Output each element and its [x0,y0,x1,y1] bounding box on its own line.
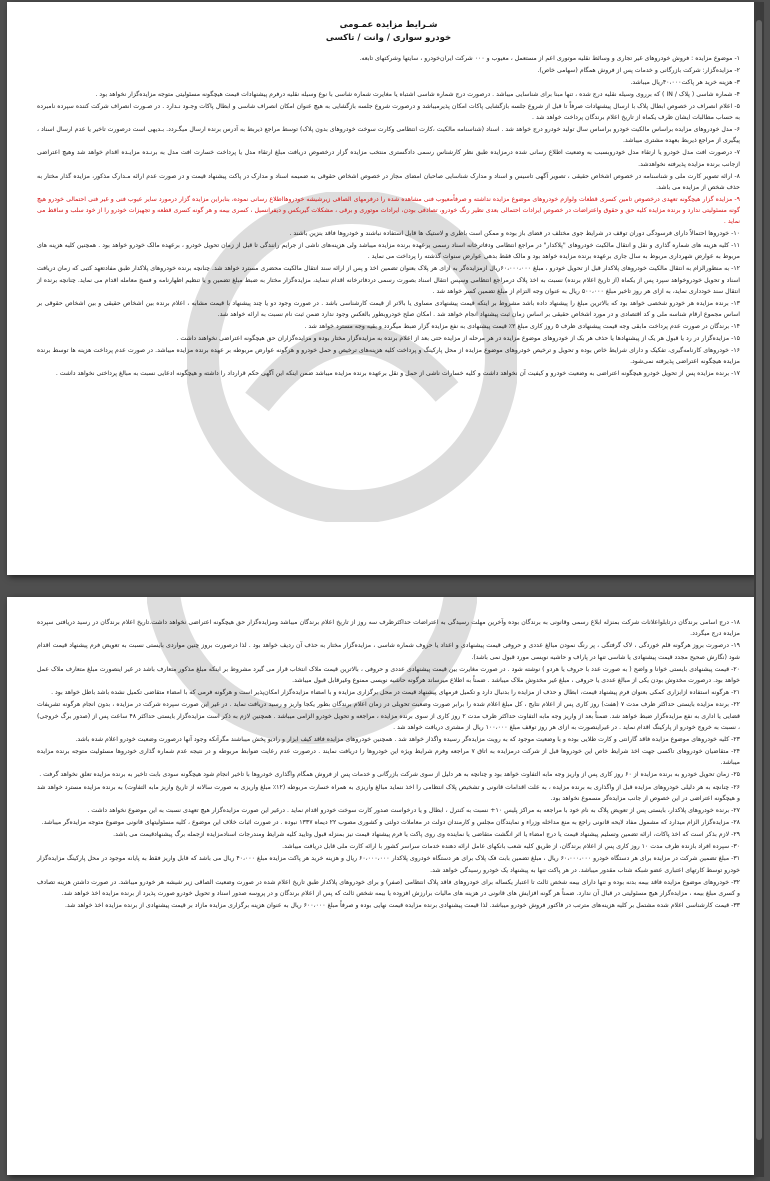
clause-item: ۲۶- چنانچه به هر دلیلی خودروهای مزایده قبل از واگذاری به برنده مزایده ، به علت اقدامات قانونی و تشخیص پلاک انتظامی را اخذ ننماید مبالغ واریزی به همراه خسارت مربوطه (۱۲٪ مبلغ واریزی به صورت سالانه از تاریخ واریز مابه التفاوت) به برنده مزایده مسترد خواهد شد و هیچگونه اعتراضی در این خصوص از جانب مزایده‌گر مسموع نخواهد بود. [37,783,740,802]
document-page-2 [7,597,754,1175]
clause-item: ۱۷- برنده مزایده پس از تحویل خودرو هیچگونه اعتراضی به وضعیت خودرو و کیفیت آن نخواهد داشت و کلیه خسارات ناشی از حمل و نقل برعهده برنده مزایده میباشد ضمن اینکه این آگهی حکم قرارداد را داشته و هیچگونه ادعایی نسبت به مبالغ پرداختی نخواهد داشت . [55,370,740,378]
clause-item: ۱- موضوع مزایده : فروش خودروهای غیر تجاری و وسائط نقلیه موتوری اعم از مستعمل ، معیوب و ۰۰۰ شرکت ایران‌خودرو ، سایتها وشرکتهای تابعه. [359,55,740,62]
document-title: شـرايط مزايده عمـومی [339,20,438,30]
clause-list [37,53,740,379]
clause-item: ۲- مزایده‌گزار: شرکت بازرگانی و خدمات پس از فروش همگام (سهامی خاص). [537,67,740,74]
clause-item: ۱۴- برندگان در صورت عدم پرداخت مابقی وجه قیمت پیشنهادی ظرف ۵ روز کاری مبلغ ۲٪ قیمت پیشنهادی به نفع مزایده گزار ضبط میگردد و بقیه وجه مسترد خواهد شد . [304,323,740,331]
document-subtitle: خودرو سواری / وانت / تاکسی [325,33,452,43]
clause-item: ۳۱- مبلغ تضمین شرکت در مزایده برای هر دستگاه خودرو ۶۰،۰۰۰،۰۰۰ ریال ، مبلغ تضمین بابت فک پلاک برای هر دستگاه خودروی پلاکدار ۶۰،۰۰۰،۰۰۰ ریال و هزینه خرید هر پاکت مزایده مبلغ ۴۰،۰۰۰ ریال می باشد که قابل واریز فقط به پایانه موجود در محل پارکینگ مزایده‌گزار خودرو توسط کارتهای اعتباری عضو شبکه شتاب مقدور میباشد. در هر پاکت تنها به پیشنهاد یک خودرو رسیدگی خواهد شد. [37,855,740,874]
clause-item: ۲۵- زمان تحویل خودرو به برنده مزایده از ۶۰ روز کاری پس از واریز وجه مابه التفاوت خواهد بود و چنانچه به هر دلیل از سوی شرکت بازرگانی و خدمات پس از فروش همگام واگذاری خودروها با تاخیر انجام شود هیچگونه سودی بابت تاخیر به برنده مزایده تعلق نخواهد گرفت . [39,771,740,779]
document-body [37,20,740,380]
clause-item: ۵- اعلام انصراف در خصوص ابطال پلاک با ارسال پیشنهادات صرفاً تا قبل از شروع جلسه بازگشایی پاکات امکان پذیرمیباشد و درصورت شروع جلسه بازگشایی به هیچ عنوان امکان انصراف شاسی و ابطال پاکات وجـود نـدارد . در صـورت انصراف شرکت کننده سپرده نامبرده به حساب مطالبات ایشان ظرف یکماه از تاریخ اعلام برندگان پرداخت خواهد شد . [37,103,740,122]
clause-item: ۲۴- متقاضیان خودروهای تاکسی جهت اخذ شرایط خاص این خودروها قبل از شرکت درمزایده به اتاق ۷ مراجعه وفرم شرایط ویژه این خودروها را دریافت نمایند . درصورت عدم رعایت ضوابط مربوطه و در نتیجه عدم شماره گذاری خودروها مسئولیت متوجه برنده مزایده میباشد. [37,748,740,767]
clause-item: ۱۰- خودروها احتمالاً دارای فرسودگی دوران توقف در شرایط جوی مختلف در فضای باز بوده و ممکن است باطری و لاستیک ها قابل استفاده نباشند و خودروها فاقد بنزین باشند . [289,230,740,238]
clause-item: ۲۳- کلیه خودروهای موضوع مزایده فاقد گارانتی و کارت طلایی بوده و با وضعیت موجود که به رویت مزایده‌گر رسیده واگذار خواهد شد . همچنین خودروهای مزایده فاقد کیف ابزار و رادیو پخش میباشند مگرآنکه وجود آنها درصورت وضعیت خودرو اعلام شده باشد. [75,735,740,743]
clause-item: ۲۸- مزایده‌گزار الزام میدارد که مشمول مفاد لایحه قانونی راجع به منع مداخله وزراء و نمایندگان مجلس و کارمندان دولت در معاملات دولتی و کشوری مصوب ۲۲ دیماه ۱۳۳۷ نبوده . در صورت اثبات خلاف این موضوع ، کلیه مسئولیتهای قانونی موضوع متوجه مزایده‌گر میباشد. [41,819,740,827]
vertical-scrollbar[interactable] [754,2,764,1177]
document-page-1 [7,2,754,575]
document-body [37,617,740,912]
clause-item: ۹- مزایده گزار هیچگونه تعهدی درخصوص تامین کسری قطعات ولوازم خودروهای موضوع مزایده نداشته و صرفاًمعیوب فنی مشاهده شده را درفرمهای الصاقی زیرشیشه خودروهااطلاع رسانی نموده، بنابراین مزایده گزار درمورد سایر عیوب فنی و غیر فنی احتمالی خودرو هیچ گونه مسئولیتی ندارد و برنده مزایده کلیه حق و حقوق واعتراضات در خصوص ایرادات احتمالی بعدی نظیر رنگ خودرو، تصادفی بودن، ایرادات موتوری و برقی ، مشکلات گیربکس و دیفرانسیل ، کسری بیمه و هر گونه کسری قطعه و تجهیزات خودرو را از خود سلب و ساقط می نماید . [37,195,740,226]
scrollbar-thumb[interactable] [756,20,762,1140]
clause-item: ۱۶- خودروهای کارنامه‌گیری، تفکیک و دارای شرایط خاص بوده و تحویل و ترخیص خودروهای موضوع مزایده از محل پارکینگ و پرداخت کلیه هزینه‌های ترخیص و حمل خودرو و هرگونه عوارض مربوطه بر عهده برنده مزایده میباشد. در صورت عدم پرداخت هزینه ها توسط برنده مزایده هیچگونه اعتراضی پذیرفته نمی‌شود. [37,347,740,366]
clause-item: ۱۳- برنده مزایده هر خودرو شخصی خواهد بود که بالاترین مبلغ را پیشنهاد داده باشد مشروط بر اینکه قیمت پیشنهادی مساوی یا بالاتر از قیمت کارشناسی باشد . در صورت وجود دو یا چند پیشنهاد با قیمت مشابه ، اعلام برنده بین اشخاص حقیقی و بین اشخاص حقوقی بر اساس مجموع ارقام شناسه ملی و کد اقتصادی و در مورد اشخاص حقیقی بر اساس زمان ثبت پیشنهاد انجام خواهد شد . امکان صلح خودروبطور بالعکس وجود ندارد ضمن ثبت نام نسبت به ارائه خواهد شد. [37,299,740,319]
clause-item: ۱۸- درج اسامی برندگان درتابلواعلانات شرکت بمنزله ابلاغ رسمی وقانونی به برندگان بوده وآخرین مهلت رسیدگی به اعتراضات حداکثرظرف سه روز از تاریخ اعلام برندگان میباشد ومزایده‌گزار حق هیچگونه اعتراضی نخواهد داشت.تاریخ اعلام برندگان در رسید دریافتی سپرده مزایده درج میگردد. [37,619,740,638]
clause-item: ۶- مدل خودروهای مزایده براساس مالکیت خودرو براساس سال تولید خودرو درج خواهد شد . اسناد (شناسنامه مالکیت ،کارت انتظامی وکارت سوخت خودروهای بدون پلاک) توسط مراجع ذیربط به آدرس برنده ارسال میگـردد. بـدیهی است درصورت تاخیر یا عدم ارسال اسناد ، پیگیری از مراجع ذیربط بعهده مشتری میباشد. [37,126,740,145]
clause-item: ۲۰- قیمت پیشنهادی بایستی خوانا و واضح ( به صورت عدد با حروف یا هردو ) نوشته شود . در صورت مغایرت بین قیمت پیشنهادی عددی و حروفی ، بالاترین قیمت ملاک انتخاب قرار می گیرد مشروط بر اینکه مبلغ مذکور متعارف باشد در غیر اینصورت مبلغ متعارف ملاک عمل خواهد بود. درصورت مخدوش بودن یکی از مبالغ عددی یا حروفی ، مبلغ غیر مخدوش ملاک میباشد . ضمناً به اطلاع میرساند هرگونه حاشیه نویسی ممنوع وغیرقابل قبول میباشد. [37,665,740,685]
clause-item: ۲۹- لازم بذکر است که اخذ پاکات، ارائه تضمین وتسلیم پیشنهاد قیمت یا درج امضاء یا اثر انگشت متقاضی یا نماینده وی روی پاکت یا فرم پیشنهاد قیمت نیز بمنزله قبول وتایید کلیه شرایط ومندرجات اسنادمزایده ازجمله برگ پیشنهادقیمت می باشد. [113,831,740,839]
clause-item: ۴- شماره شاسی ( پلاک / IN ) که برروی وسیله نقلیه درج شده ، تنها مبنا برای شناسایی میباشد . درصورت درج شماره شاسی اشتباه یا مغایرت شماره شاسی با نوع وسیله نقلیه درفرم پیشنهادات قیمت هیچگونه مسئولیتی متوجه مزایده‌گزار نخواهد بود . [95,91,740,98]
clause-item: ۲۱- هرگونه استفاده ازابزاری کمکی بعنوان فرم پیشنهاد قیمت، ابطال و حذف از مزایده را بدنبال دارد و تکمیل فرمهای پیشنهاد قیمت در محل برگزاری مزایده و با امضاء مزایده‌گزار امکان‌پذیر است و هرگونه فرمی که با امضاء متقاضی تکمیل نشده باشد باطل خواهد بود . [51,689,740,697]
clause-item: ۲۷- برنده خودروهای پلاکدار، بایستی پس از تعویض پلاک به نام خود با مراجعه به مراکز پلیس ۱۰+ نسبت به کنترل ، ابطال و یا درخواست صدور کارت سوخت خودرو اقدام نماید . درغیر این صورت مزایده‌گزار هیچ تعهدی نسبت به این موضوع نخواهد داشت . [87,806,740,814]
clause-item: ۱۹- درصورت بروز هرگونه قلم خوردگی ، لاک گرفتگی ، پر رنگ نمودن مبالغ عددی و حروفی قیمت پیشنهادی و اعداد یا حروف شماره شاسی ، مزایده‌گزار مختار به حذف آن ردیف خواهد بود . لذا درصورت بروز چنین مواردی بایستی نسبت به تعویض فرم پیشنهاد قیمت اقدام شود (نگارش صحیح مجدد قیمت پیشنهادی یا شاسی تنها در پاراف و حاشیه نویسی مورد قبول نمی باشد). [37,642,740,661]
clause-item: ۷- درصورت افت مدل خودرو یا ارتقاء مدل خودروبسبب به وضعیت اطلاع رسانی شده درمزایده طبق نظر کارشناس رسمی دادگستری منتخب مزایده گزار درخصوص دریافت مبلغ ارتقاء مدل یا پرداخت خسارت افت مدل به برنـده مزایـده اقدام خواهد شد وهیچ اعتراضی ازجانب برنده مزایده پذیرفته نخواهدشد. [37,149,740,168]
clause-list [37,617,740,911]
clause-item: ۳۰- سپرده افراد بازنده ظرف مدت ۱۰ روز کاری پس از اعلام برندگان، از طریق کلیه شعب بانکهای عامل ارائه دهنده خدمات سراسر کشور با ارائه کارت ملی قابل دریافت میباشد. [282,843,740,851]
clause-item: ۳۲- خودروهای موضوع مزایده فاقد بیمه بدنه بوده و تنها دارای بیمه شخص ثالث تا اعتبار یکساله برای خودروهای فاقد پلاک انتظامی (صفر) و برای خودروهای پلاکدار طبق تاریخ اعلام شده در صورت وضعیت الصاقی زیر شیشه هر خودرو میباشد. در صورت داشتن هزینه تصادف و کسری مبلغ بیمه ، مزایده‌گزار هیچ مسئولیتی در قبال آن ندارد. ضمناً هر گونه افزایش های قانونی در هزینه های مالیات برارزش افزوده یا بیمه شخص ثالث که پس از اعلام برندگان و در پروسه صدور اسناد و تحویل خودرو صورت پذیرد از برنده مزایده اخذ خواهد شد. [37,878,740,897]
clause-item: ۱۲- به منظورالزام به انتقال مالکیت خودروهای پلاکدار قبل از تحویل خودرو ، مبلغ ۶۰،۰۰۰،۰۰۰ریال ازمزایده‌گر به ازای هر پلاک بعنوان تضمین اخذ و پس از ارائه سند انتقال مالکیت محضری مسترد خواهد شد. چنانچه برنده خودروهای پلاکدار طبق مفادتعهد کتبی که زمان دریافت اسناد و تحویل خودروخواهد سپرد پس از یکماه (از تاریخ اعلام برنده) نسبت به اخذ پلاک درمراجع انتظامی وسپس انتقال اسناد بصورت رسمی دردفاترخانه اقدام ننماید، مزایده‌گزار مختار به ضبط مبلغ تضمین و یا تنظیم اظهارنامه و فسخ معامله اقدام می نماید. چنانچه برنده از انتقال سند خودداری نماید، به ازای هر روز تاخیر مبلغ ۵۰۰،۰۰۰ ریال به عنوان وجه التزام از مبلغ تضمین کسر خواهد شد . [37,265,740,295]
clause-item: ۱۱- کلیه هزینه های شماره گذاری و نقل و انتقال مالکیت خودروهای "پلاکدار" در مراجع انتظامی ودفاترخانه اسناد رسمی برعهده برنده مزایده میباشد ولی هزینه‌های ناشی از جرایم رانندگی تا قبل از زمان تحویل خودرو ، برعهده مالک خودرو خواهد بود . همچنین کلیه هزینه های مربوط به عوارض شهرداری مربوط به سال جاری برعهده برنده مزایده خواهد بود و مالک فقط بدهی عوارض سنوات گذشته را پرداخت می نماید . [37,242,740,261]
clause-item: ۳۳- قیمت کارشناسی اعلام شده مشتمل بر کلیه هزینه‌های مترتب در فاکتور فروش خودرو میباشد. لذا قیمت پیشنهادی برنده مزایده قیمت نهایی بوده و صرفاً مبلغ ۶۰۰،۰۰۰ ریال به عنوان هزینه برگزاری مزایده مازاد بر قیمت پیشنهادی از برنده مزایده اخذ خواهد شد. [64,902,740,910]
clause-item: ۲۲- برنده مزایده بایستی حداکثر ظرف مدت ۷ (هفت) روز کاری پس از اعلام نتایج ، کل مبلغ اعلام شده را برابر صورت وضعیت تحویلی در زمان اعلام برندگان بطور یکجا واریز و رسید دریافت نماید . در غیر این صورت سپرده شرکت در مزایده ، بدون انجام هرگونه تشریفات قضایی یا اداری به نفع مزایده‌گزار ضبط خواهد شد. ضمناً بعد از واریز وجه مابه التفاوت حداکثر ظرف مدت ۲ روز کاری از سوی برنده مزایده ، مراجعه و تحویل خودرو الزامی میباشد . همچنین لازم به ذکر است مزایده‌گزار بایستی حداکثر ۴۸ ساعت پس از (صدور برگ خروجی) ، نسبت به خروج خودرو از پارکینگ اقدام نماید . در غیراینصورت به ازای هر روز توقف مبلغ ۱۰۰،۰۰۰ ریال از مشتری دریافت خواهد شد . [37,701,740,731]
clause-item: ۸- ارائه تصویر کارت ملی و شناسنامه در خصوص اشخاص حقیقی ، تصویر آگهی تاسیس و اسناد و مدارک شناسایی صاحبان امضای مجاز در خصوص اشخاص حقوقی به ضمیمه اسناد و مدارک در پاکت پیشنهاد قیمت و در صورت عدم ارائه مـدارک مذکور، مزایده گذار مختار به حذف شخص از مزایده می باشد. [37,172,740,191]
clause-item: ۳- هزینه خرید هر پاکت۴۰،۰۰۰ریال میباشد. [630,79,740,86]
clause-item: ۱۵- مزایده‌گزار در رد یا قبول هر یک از پیشنهادها یا حذف هر یک از خودروهای موضوع مزایده در هر مرحله از مزایده حتی بعد از اعلام برنده به مزایده‌گزار مختار بوده و مزایده‌گزاران حق هیچگونه اعتراضی نخواهند داشت . [176,335,740,343]
